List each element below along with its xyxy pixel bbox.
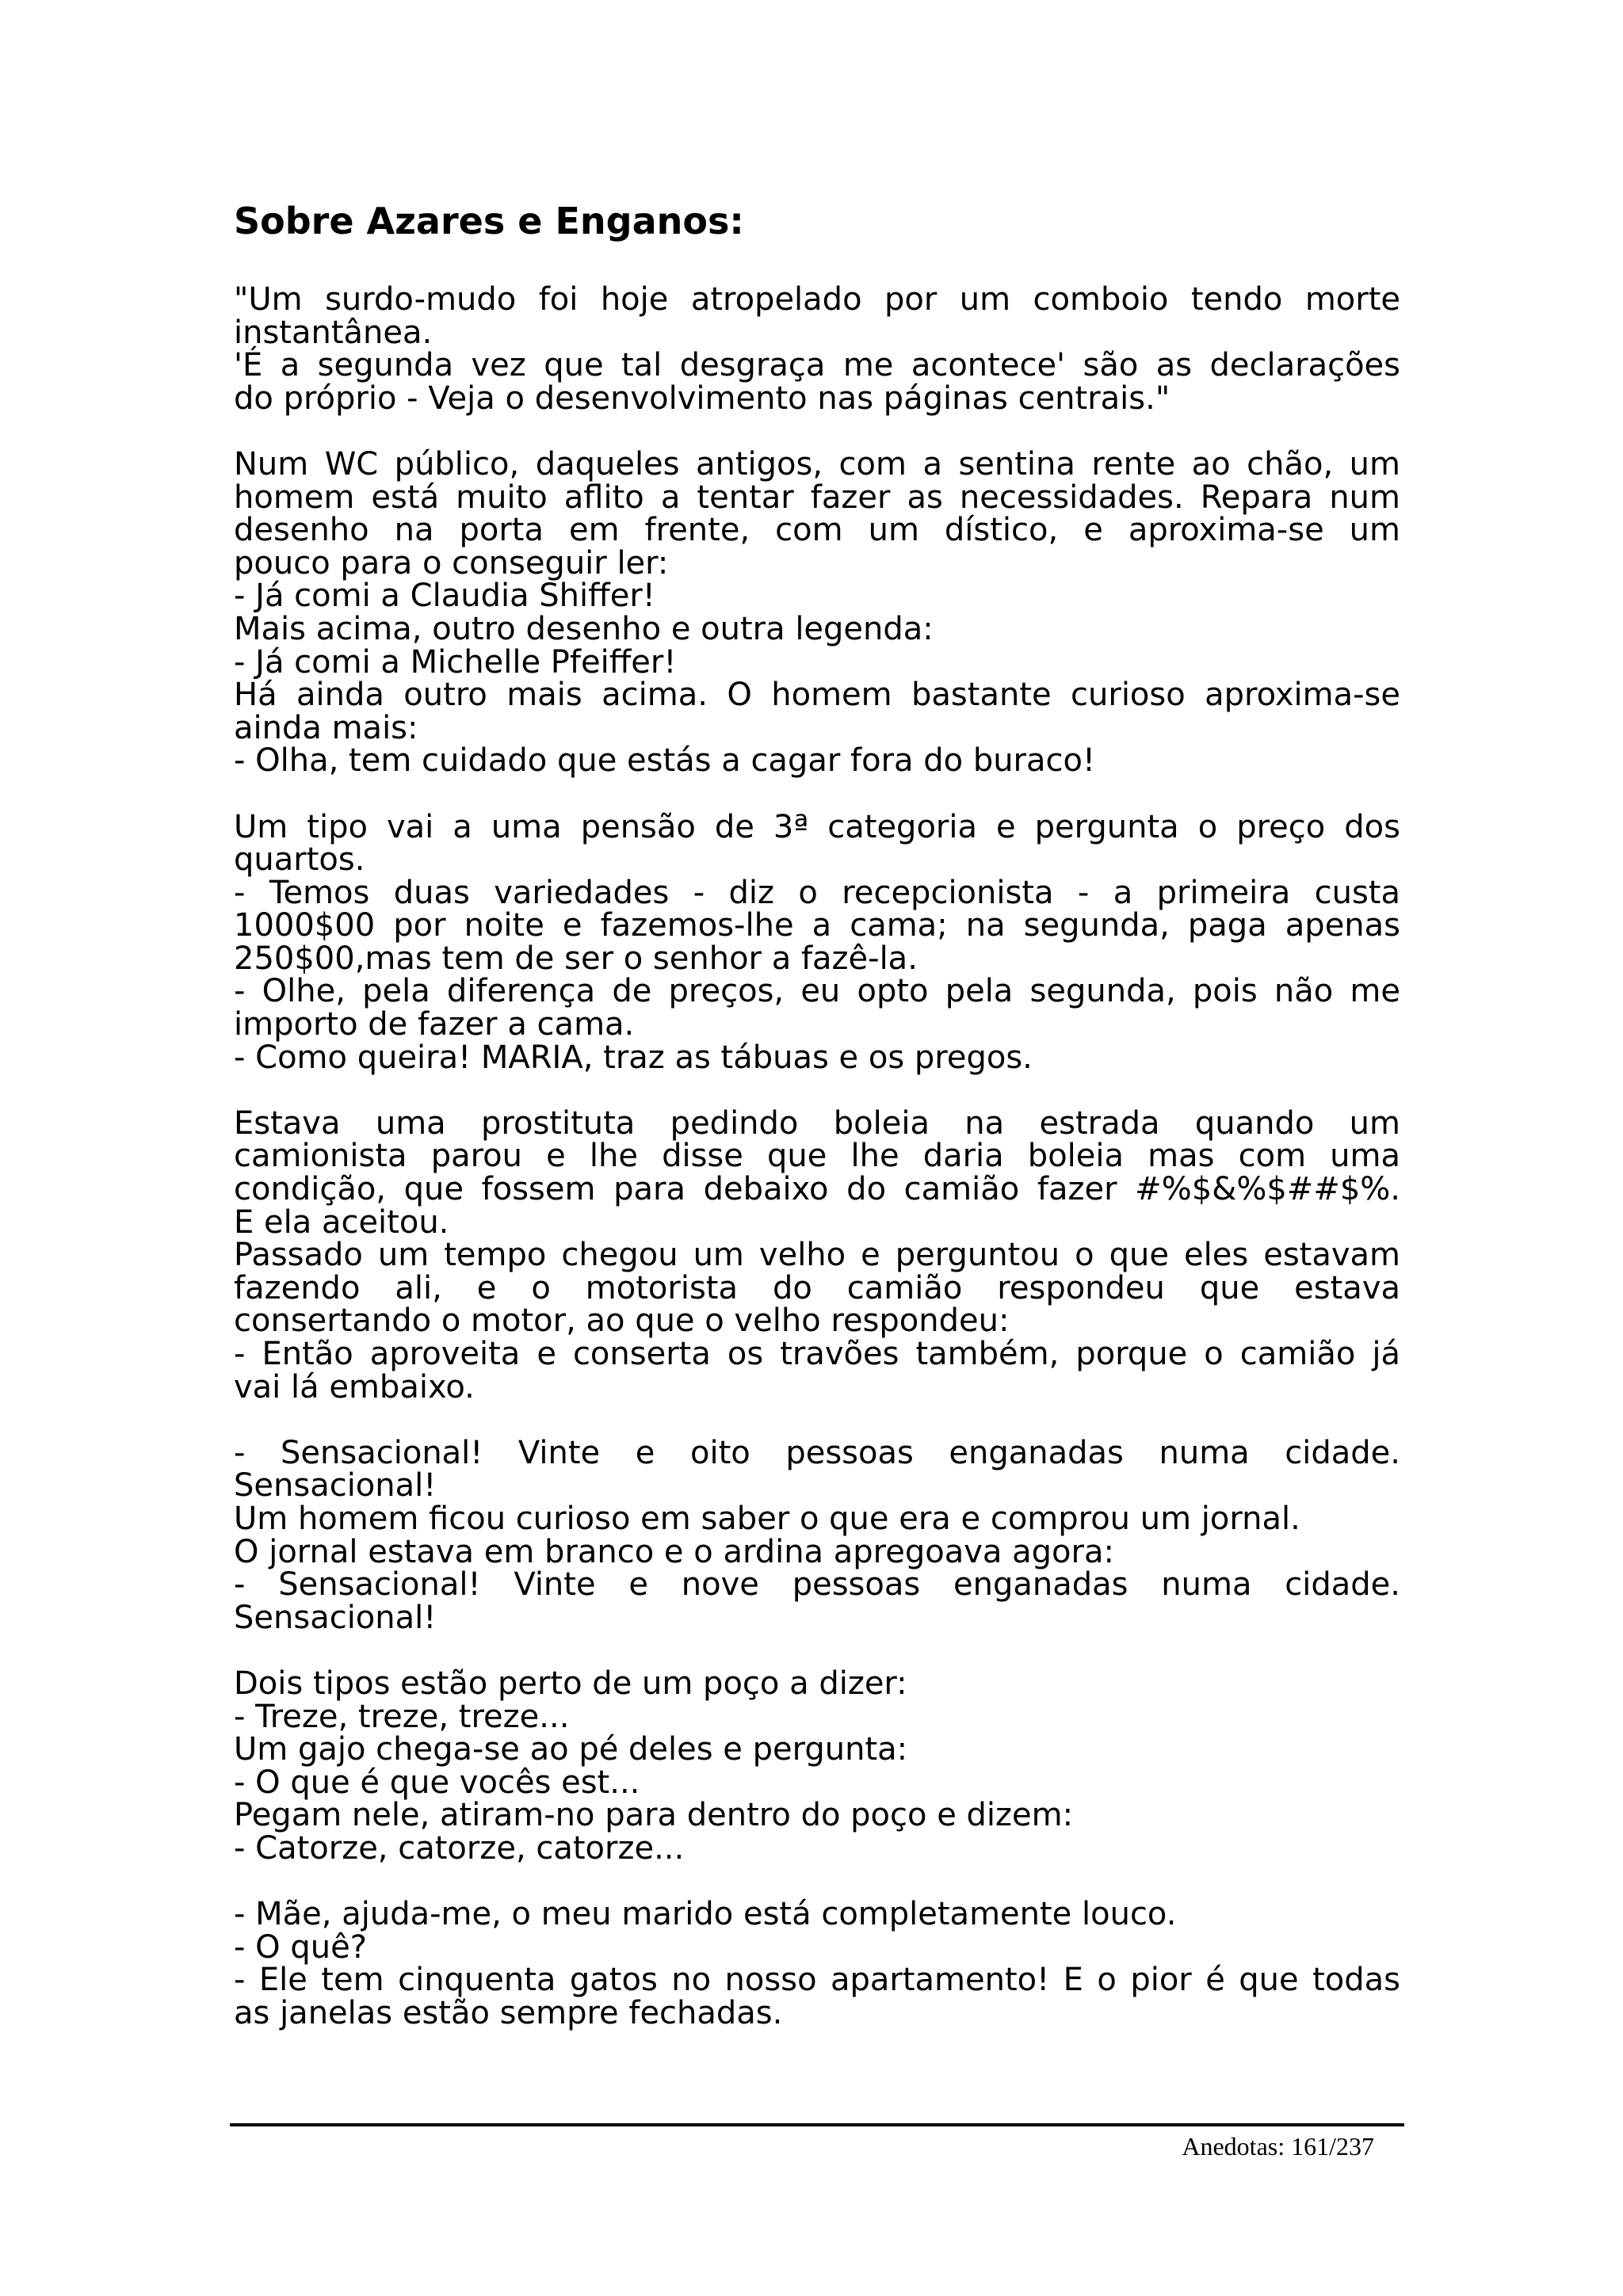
text-line: Há ainda outro mais acima. O homem bastante curioso aproxima-se — [234, 677, 1400, 714]
text-line: - Já comi a Claudia Shiffer! — [234, 578, 655, 615]
text-line: do próprio - Veja o desenvolvimento nas páginas centrais." — [234, 379, 1170, 417]
document-body — [234, 281, 1400, 2031]
text-line: pouco para o conseguir ler: — [234, 544, 669, 582]
text-line: Um tipo vai a uma pensão de 3ª categoria e pergunta o preço dos — [234, 808, 1400, 845]
text-line: Dois tipos estão perto de um poço a dizer: — [234, 1665, 907, 1702]
text-line: desenho na porta em frente, com um dístico, e aproxima-se um — [234, 512, 1400, 549]
text-line: - Sensacional! Vinte e nove pessoas enganadas numa cidade. — [234, 1566, 1400, 1604]
text-line: - Catorze, catorze, catorze... — [234, 1829, 685, 1867]
text-line: - Ele tem cinquenta gatos no nosso apartamento! E o pior é que todas — [234, 1962, 1400, 1999]
text-line: - Então aproveita e conserta os travões também, porque o camião já — [234, 1336, 1400, 1372]
text-line: - Treze, treze, treze... — [234, 1698, 570, 1735]
text-line: homem está muito aflito a tentar fazer as necessidades. Repara num — [234, 479, 1400, 516]
page-title: Sobre Azares e Enganos: — [234, 200, 744, 242]
text-line: E ela aceitou. — [234, 1203, 449, 1241]
text-line: Um homem ficou curioso em saber o que era e comprou um jornal. — [234, 1500, 1300, 1537]
text-line: - Temos duas variedades - diz o recepcionista - a primeira custa — [234, 874, 1400, 911]
text-line: ainda mais: — [234, 709, 418, 746]
text-line: - Já comi a Michelle Pfeiffer! — [234, 643, 677, 681]
text-line: 1000$00 por noite e fazemos-lhe a cama; na segunda, paga apenas — [234, 907, 1400, 944]
text-line: quartos. — [234, 841, 365, 879]
joke-paragraph — [234, 1898, 1400, 2030]
text-line: Sensacional! — [234, 1467, 437, 1505]
page-footer: Anedotas: 161/237 — [1182, 2132, 1374, 2161]
text-line: 250$00,mas tem de ser o senhor a fazê-la. — [234, 940, 918, 977]
text-line: Num WC público, daqueles antigos, com a sentina rente ao chão, um — [234, 445, 1400, 482]
footer-divider — [230, 2123, 1404, 2126]
text-line: Estava uma prostituta pedindo boleia na estrada quando um — [234, 1104, 1400, 1142]
text-line: consertando o motor, ao que o velho respondeu: — [234, 1302, 1010, 1340]
text-line: Mais acima, outro desenho e outra legenda: — [234, 610, 934, 647]
text-line: camionista parou e lhe disse que lhe daria boleia mas com uma — [234, 1138, 1400, 1175]
text-line: Pegam nele, atiram-no para dentro do poço e dizem: — [234, 1797, 1074, 1834]
text-line: "Um surdo-mudo foi hoje atropelado por um comboio tendo morte — [234, 281, 1400, 318]
text-line: as janelas estão sempre fechadas. — [234, 1994, 783, 2031]
text-line: 'É a segunda vez que tal desgraça me acontece' são as declarações — [234, 347, 1400, 384]
joke-paragraph — [234, 1665, 1400, 1867]
text-line: Um gajo chega-se ao pé deles e pergunta: — [234, 1731, 908, 1768]
joke-paragraph — [234, 808, 1400, 1076]
joke-paragraph — [234, 281, 1400, 417]
text-line: Sensacional! — [234, 1599, 437, 1636]
text-line: - Mãe, ajuda-me, o meu marido está completamente louco. — [234, 1896, 1177, 1933]
text-line: vai lá embaixo. — [234, 1368, 475, 1405]
text-line: Passado um tempo chegou um velho e perguntou o que eles estavam — [234, 1237, 1400, 1274]
text-line: - Olha, tem cuidado que estás a cagar fora do buraco! — [234, 742, 1096, 780]
text-line: importo de fazer a cama. — [234, 1006, 635, 1043]
text-line: condição, que fossem para debaixo do camião fazer #%$&%$##$%. — [234, 1171, 1400, 1208]
text-line: - O quê? — [234, 1928, 367, 1966]
text-line: O jornal estava em branco e o ardina apregoava agora: — [234, 1533, 1114, 1570]
text-line: - O que é que vocês est... — [234, 1764, 640, 1801]
text-line: fazendo ali, e o motorista do camião respondeu que estava — [234, 1269, 1400, 1306]
text-line: - Sensacional! Vinte e oito pessoas enganadas numa cidade. — [234, 1434, 1400, 1471]
text-line: - Como queira! MARIA, traz as tábuas e os pregos. — [234, 1039, 1033, 1076]
joke-paragraph — [234, 445, 1400, 780]
joke-paragraph — [234, 1104, 1400, 1405]
text-line: - Olhe, pela diferença de preços, eu opto pela segunda, pois não me — [234, 973, 1400, 1010]
joke-paragraph — [234, 1434, 1400, 1636]
text-line: instantânea. — [234, 314, 433, 351]
